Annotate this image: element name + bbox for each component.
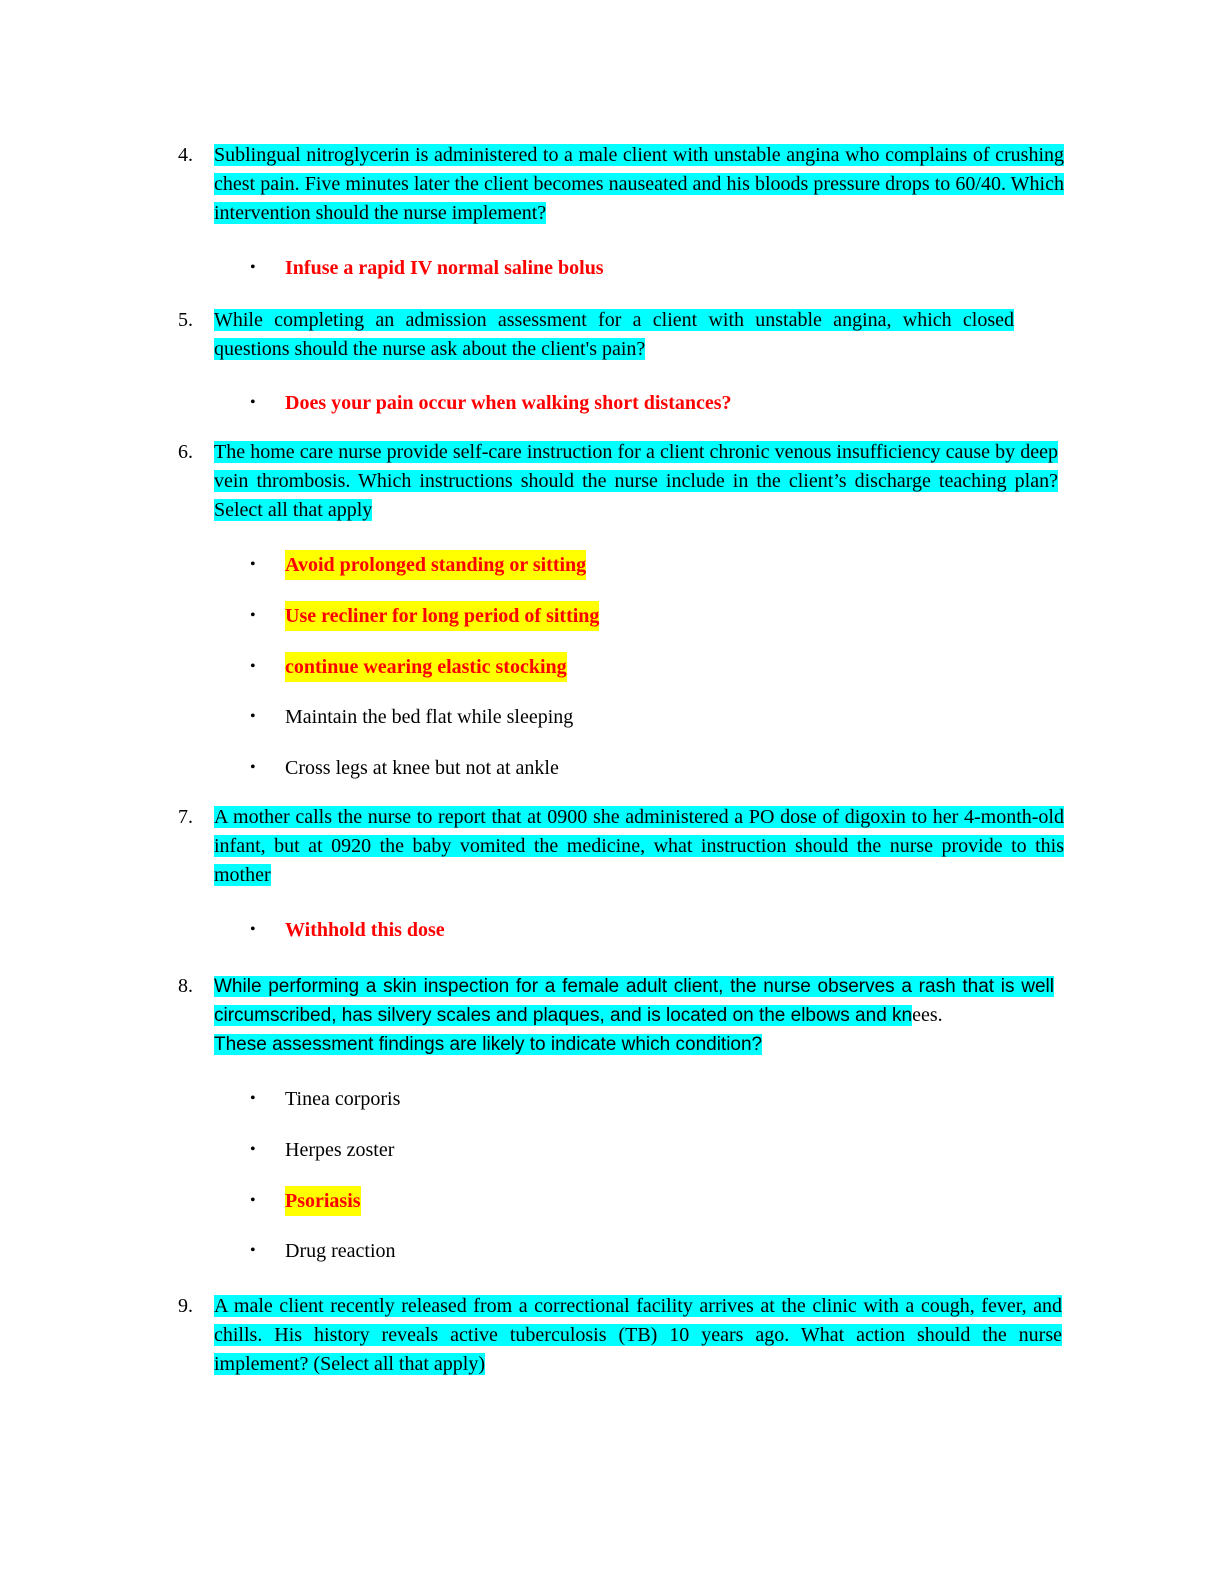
option-item xyxy=(0,915,1224,945)
option-item xyxy=(0,1084,1224,1114)
question-number: 5. xyxy=(178,309,193,331)
question-number: 9. xyxy=(178,1295,193,1317)
question-number: 7. xyxy=(178,806,193,828)
question-text xyxy=(214,972,1054,1059)
question-text-highlight: While performing a skin inspection for a female adult client, the nurse observes a rash that is well circumscribed, has silvery scales and plaques, and is located on the elbows and kn xyxy=(214,976,1054,1026)
option-text: Herpes zoster xyxy=(285,1139,395,1161)
bullet-icon: • xyxy=(250,1141,256,1158)
option-item xyxy=(0,1236,1224,1266)
bullet-icon: • xyxy=(250,1090,256,1107)
option-item xyxy=(0,652,1224,682)
bullet-icon: • xyxy=(250,921,256,938)
option-text: Tinea corporis xyxy=(285,1088,401,1110)
option-text-answer: continue wearing elastic stocking xyxy=(285,652,567,682)
question-number: 6. xyxy=(178,441,193,463)
option-item xyxy=(0,702,1224,732)
bullet-icon: • xyxy=(250,759,256,776)
option-text-answer: Does your pain occur when walking short distances? xyxy=(285,392,732,414)
option-item xyxy=(0,753,1224,783)
bullet-icon: • xyxy=(250,607,256,624)
bullet-icon: • xyxy=(250,1242,256,1259)
question-text-highlight: The home care nurse provide self-care instruction for a client chronic venous insufficiency cause by deep vein thrombosis. Which instructions should the nurse include in the client’s discharge teaching plan? Select all that apply xyxy=(214,441,1058,521)
question-text-highlight: While completing an admission assessment for a client with unstable angina, which closed questions should the nurse ask about the client's pain? xyxy=(214,309,1014,360)
question-number: 4. xyxy=(178,144,193,166)
bullet-icon: • xyxy=(250,556,256,573)
question-number: 8. xyxy=(178,975,193,997)
option-text: Drug reaction xyxy=(285,1240,396,1262)
option-text-answer: Infuse a rapid IV normal saline bolus xyxy=(285,257,604,279)
question-text xyxy=(214,306,1014,364)
option-text: Maintain the bed flat while sleeping xyxy=(285,706,574,728)
option-item xyxy=(0,388,1224,418)
option-text-answer: Withhold this dose xyxy=(285,919,445,941)
question-text-highlight: These assessment findings are likely to indicate which condition? xyxy=(214,1034,763,1055)
bullet-icon: • xyxy=(250,658,256,675)
option-text-answer: Avoid prolonged standing or sitting xyxy=(285,550,586,580)
question-text xyxy=(214,803,1064,890)
option-item xyxy=(0,253,1224,283)
bullet-icon: • xyxy=(250,708,256,725)
option-item xyxy=(0,601,1224,631)
question-text xyxy=(214,1292,1062,1379)
question-text-highlight: A male client recently released from a correctional facility arrives at the clinic with a cough, fever, and chills. His history reveals active tuberculosis (TB) 10 years ago. What action should the nurse implement? (Select all that apply) xyxy=(214,1295,1062,1375)
option-text-answer: Psoriasis xyxy=(285,1186,361,1216)
question-text xyxy=(214,438,1058,525)
option-text-answer: Use recliner for long period of sitting xyxy=(285,601,599,631)
question-text xyxy=(214,141,1064,228)
option-item xyxy=(0,1135,1224,1165)
question-text-highlight: Sublingual nitroglycerin is administered to a male client with unstable angina who complains of crushing chest pain. Five minutes later the client becomes nauseated and his bloods pressure drops to 60/40. Which intervention should the nurse implement? xyxy=(214,144,1064,224)
option-item xyxy=(0,1186,1224,1216)
option-item xyxy=(0,550,1224,580)
bullet-icon: • xyxy=(250,394,256,411)
option-text: Cross legs at knee but not at ankle xyxy=(285,757,559,779)
bullet-icon: • xyxy=(250,259,256,276)
bullet-icon: • xyxy=(250,1192,256,1209)
question-text-highlight: A mother calls the nurse to report that at 0900 she administered a PO dose of digoxin to her 4-month-old infant, but at 0920 the baby vomited the medicine, what instruction should the nurse provide to this mother xyxy=(214,806,1064,886)
question-text-plain: ees. xyxy=(912,1004,943,1026)
